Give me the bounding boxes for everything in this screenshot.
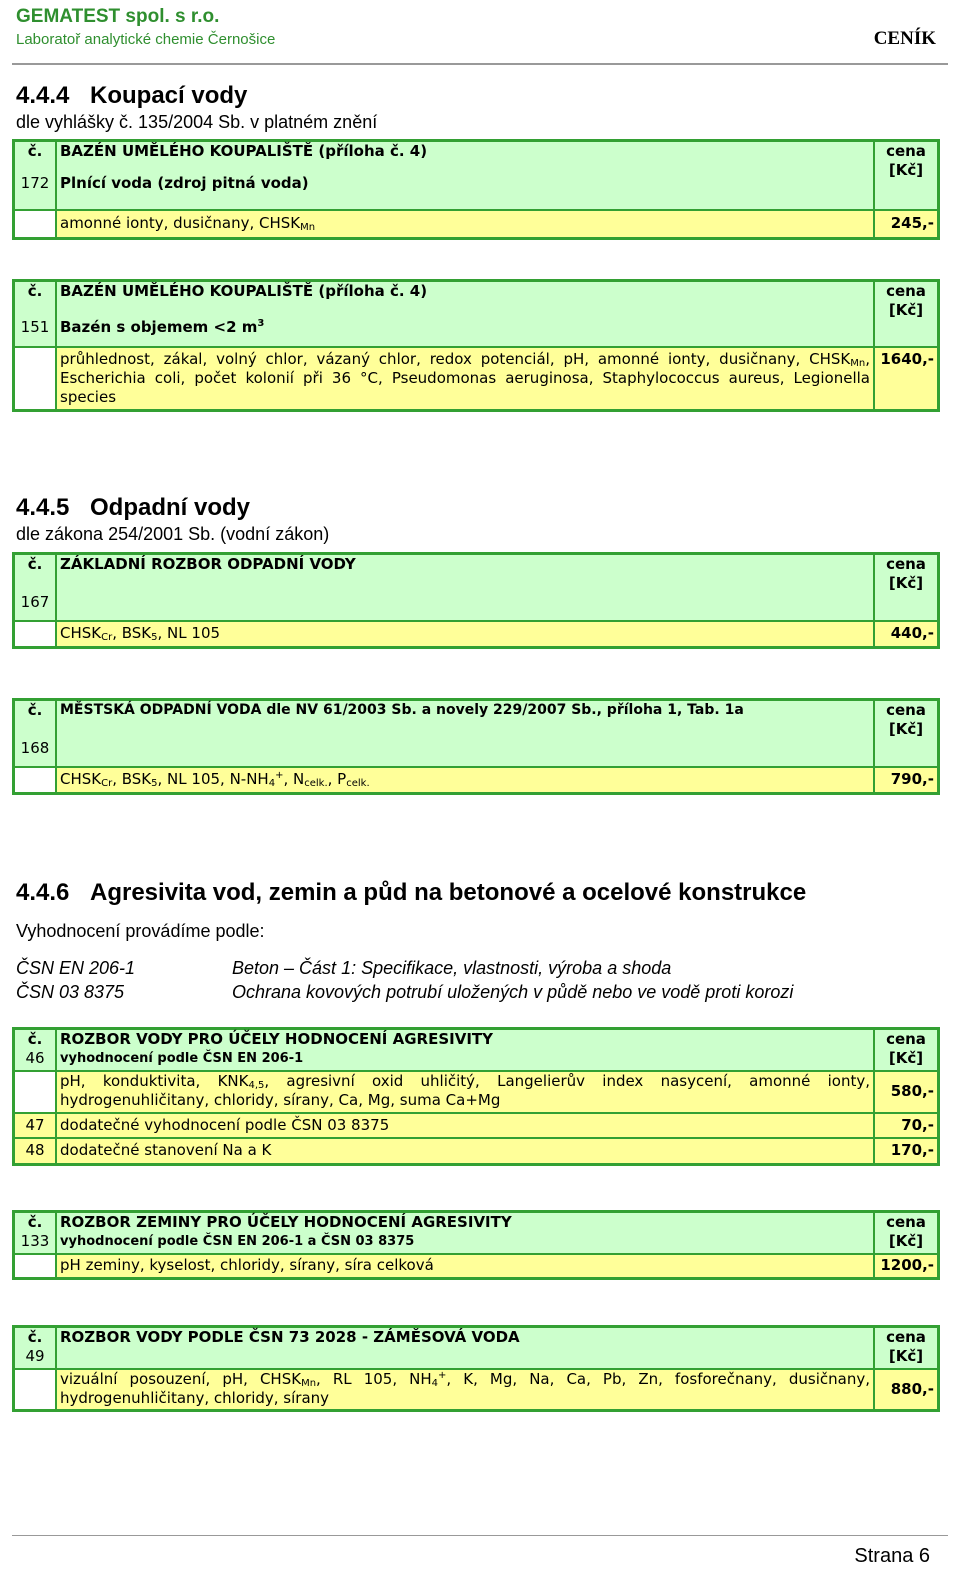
item-number-cell <box>14 1212 57 1254</box>
section-title-444 <box>16 82 247 110</box>
item-number-cell <box>14 1029 57 1071</box>
empty-cell <box>14 767 57 794</box>
price-table-168 <box>12 698 940 795</box>
section-number: 4.4.6 <box>16 879 70 906</box>
desc-text: průhlednost, zákal, volný chlor, vázaný chlor, redox potenciál, pH, amonné ionty, dusičnany, CHSK <box>60 349 851 368</box>
item-header: BAZÉN UMĚLÉHO KOUPALIŠTĚ (příloha č. 4) <box>60 142 428 160</box>
empty-cell <box>14 210 57 239</box>
item-header: ROZBOR VODY PRO ÚČELY HODNOCENÍ AGRESIVITY <box>60 1030 493 1048</box>
price-header-cell <box>874 141 939 210</box>
cena-unit: [Kč] <box>888 1049 924 1067</box>
cena-unit: [Kč] <box>888 161 924 179</box>
cena-label: cena <box>886 701 926 719</box>
item-subheader: vyhodnocení podle ČSN EN 206-1 <box>60 1051 304 1066</box>
desc-sub-2: 4 <box>431 1377 439 1389</box>
header-divider <box>12 63 948 65</box>
empty-cell <box>14 1071 57 1113</box>
cena-unit: [Kč] <box>888 574 924 592</box>
item-header-cell <box>56 141 874 210</box>
item-number-cell <box>14 554 57 621</box>
desc-text: pH, konduktivita, KNK <box>60 1071 249 1090</box>
section-subtitle-445: dle zákona 254/2001 Sb. (vodní zákon) <box>16 524 330 544</box>
item-description <box>56 347 874 411</box>
cislo-label: č. <box>27 701 43 719</box>
price-header-cell <box>874 700 939 767</box>
desc-sub: Mn <box>850 357 866 369</box>
item-header-cell <box>56 554 874 621</box>
price-table-167 <box>12 552 940 649</box>
desc-sub: Mn <box>300 222 316 234</box>
cena-unit: [Kč] <box>888 1347 924 1365</box>
company-name: GEMATEST spol. s r.o. <box>16 6 220 27</box>
cena-unit: [Kč] <box>888 301 924 319</box>
desc-sub-4: celk. <box>304 778 328 790</box>
section-name: Koupací vody <box>90 82 248 109</box>
item-description <box>56 1369 874 1411</box>
empty-cell <box>14 621 57 648</box>
item-number-cell <box>14 281 57 347</box>
item-header: BAZÉN UMĚLÉHO KOUPALIŠTĚ (příloha č. 4) <box>60 282 428 300</box>
item-header: ROZBOR VODY PODLE ČSN 73 2028 - ZÁMĚSOVÁ VODA <box>60 1328 520 1346</box>
item-price: 245,- <box>874 210 939 239</box>
item-header-cell <box>56 281 874 347</box>
item-name: Bazén s objemem <2 m <box>60 318 258 336</box>
item-id: 168 <box>20 739 50 757</box>
cena-label: cena <box>886 1328 926 1346</box>
section-title-445 <box>16 494 250 522</box>
item-description: dodatečné stanovení Na a K <box>56 1138 874 1165</box>
item-description <box>56 1071 874 1113</box>
document-title: CENÍK <box>873 28 936 49</box>
price-table-172 <box>12 139 940 240</box>
desc-sub-2: 5 <box>151 632 158 644</box>
item-id: 49 <box>25 1347 45 1365</box>
item-description <box>56 621 874 648</box>
desc-text-5: , P <box>327 770 347 789</box>
desc-sub: Mn <box>301 1377 317 1389</box>
desc-text-3: , NL 105 <box>157 624 221 643</box>
item-description: pH zeminy, kyselost, chloridy, sírany, síra celková <box>56 1254 874 1279</box>
item-id: 46 <box>25 1049 45 1067</box>
cena-label: cena <box>886 282 926 300</box>
item-number-cell <box>14 700 57 767</box>
item-header: MĚSTSKÁ ODPADNÍ VODA dle NV 61/2003 Sb. a novely 229/2007 Sb., příloha 1, Tab. 1a <box>60 702 744 718</box>
page-number: Strana 6 <box>854 1545 930 1567</box>
price-table-133 <box>12 1210 940 1280</box>
item-number-cell <box>14 141 57 210</box>
name-sup: 3 <box>257 318 265 329</box>
desc-text-3: , K, Mg, Na, Ca, Pb, Zn, fosforečnany, dusičnany, hydrogenuhličitany, chloridy, sírany <box>60 1369 870 1407</box>
desc-text-2: , BSK <box>112 624 152 643</box>
section-title-446 <box>16 879 806 907</box>
item-description: dodatečné vyhodnocení podle ČSN 03 8375 <box>56 1113 874 1138</box>
item-header-cell <box>56 1212 874 1254</box>
section-name: Odpadní vody <box>90 494 251 521</box>
desc-sub-5: celk. <box>346 778 370 790</box>
cena-unit: [Kč] <box>888 1232 924 1250</box>
item-id: 172 <box>20 174 50 192</box>
desc-text-2: , agresivní oxid uhličitý, Langelierův index nasycení, amonné ionty, hydrogenuhličitany, chloridy, sírany, Ca, Mg, suma Ca+Mg <box>60 1071 871 1109</box>
cislo-label: č. <box>27 555 43 573</box>
lab-name: Laboratoř analytické chemie Černošice <box>16 31 276 48</box>
desc-text: CHSK <box>60 770 102 789</box>
section-number: 4.4.5 <box>16 494 70 521</box>
cena-label: cena <box>886 142 926 160</box>
desc-text: amonné ionty, dusičnany, CHSK <box>60 214 301 233</box>
desc-sub: Cr <box>101 778 113 790</box>
price-header-cell <box>874 1029 939 1071</box>
cena-label: cena <box>886 1213 926 1231</box>
item-id: 133 <box>20 1232 50 1250</box>
item-price: 880,- <box>874 1369 939 1411</box>
desc-text-2: , BSK <box>112 770 152 789</box>
cena-label: cena <box>886 1030 926 1048</box>
price-header-cell <box>874 1327 939 1369</box>
cena-unit: [Kč] <box>888 720 924 738</box>
item-header-cell <box>56 1029 874 1071</box>
price-table-49 <box>12 1325 940 1412</box>
desc-sub: Cr <box>101 632 113 644</box>
desc-text-4: , N <box>283 770 305 789</box>
item-price: 1640,- <box>874 347 939 411</box>
section-number: 4.4.4 <box>16 82 70 109</box>
price-table-46 <box>12 1027 940 1166</box>
desc-text-2: , Escherichia coli, počet kolonií při 36 °C, Pseudomonas aeruginosa, Staphylococcus aureus, Legionella species <box>60 349 870 406</box>
item-price: 580,- <box>874 1071 939 1113</box>
item-id: 167 <box>20 593 50 611</box>
item-header: ZÁKLADNÍ ROZBOR ODPADNÍ VODY <box>60 555 356 573</box>
item-price: 70,- <box>874 1113 939 1138</box>
item-description <box>56 210 874 239</box>
desc-sup: + <box>438 1369 447 1381</box>
section-intro-446: Vyhodnocení provádíme podle: <box>16 921 265 941</box>
cena-label: cena <box>886 555 926 573</box>
cislo-label: č. <box>27 282 43 300</box>
norm-description: Beton – Část 1: Specifikace, vlastnosti, výroba a shoda <box>232 958 672 978</box>
desc-text-3: , NL 105, N-NH <box>157 770 269 789</box>
norm-code: ČSN EN 206-1 <box>16 958 136 978</box>
item-header-cell <box>56 700 874 767</box>
empty-cell <box>14 347 57 411</box>
price-table-151 <box>12 279 940 412</box>
price-header-cell <box>874 1212 939 1254</box>
item-id: 47 <box>14 1113 57 1138</box>
desc-sub-2: 5 <box>151 778 158 790</box>
empty-cell <box>14 1254 57 1279</box>
desc-sup: + <box>275 770 284 782</box>
item-header-cell <box>56 1327 874 1369</box>
price-header-cell <box>874 554 939 621</box>
desc-text: CHSK <box>60 624 102 643</box>
item-price: 170,- <box>874 1138 939 1165</box>
cislo-label: č. <box>27 1328 43 1346</box>
desc-text: vizuální posouzení, pH, CHSK <box>60 1369 302 1388</box>
cislo-label: č. <box>27 142 43 160</box>
item-header: ROZBOR ZEMINY PRO ÚČELY HODNOCENÍ AGRESIVITY <box>60 1213 512 1231</box>
section-subtitle-444: dle vyhlášky č. 135/2004 Sb. v platném znění <box>16 112 378 132</box>
item-number-cell <box>14 1327 57 1369</box>
cislo-label: č. <box>27 1213 43 1231</box>
desc-sub: 4,5 <box>248 1079 265 1091</box>
desc-text-2: , RL 105, NH <box>316 1369 432 1388</box>
item-id: 151 <box>20 318 50 336</box>
cislo-label: č. <box>27 1030 43 1048</box>
price-header-cell <box>874 281 939 347</box>
item-id: 48 <box>14 1138 57 1165</box>
item-name: Plnící voda (zdroj pitná voda) <box>60 174 309 192</box>
footer-divider <box>12 1535 948 1536</box>
item-subheader: vyhodnocení podle ČSN EN 206-1 a ČSN 03 8375 <box>60 1234 415 1249</box>
item-price: 790,- <box>874 767 939 794</box>
section-name: Agresivita vod, zemin a půd na betonové a ocelové konstrukce <box>90 879 807 906</box>
item-price: 1200,- <box>874 1254 939 1279</box>
norm-code: ČSN 03 8375 <box>16 982 125 1002</box>
empty-cell <box>14 1369 57 1411</box>
item-description <box>56 767 874 794</box>
item-price: 440,- <box>874 621 939 648</box>
norm-description: Ochrana kovových potrubí uložených v půdě nebo ve vodě proti korozi <box>232 982 794 1002</box>
desc-sub-3: 4 <box>268 778 276 790</box>
